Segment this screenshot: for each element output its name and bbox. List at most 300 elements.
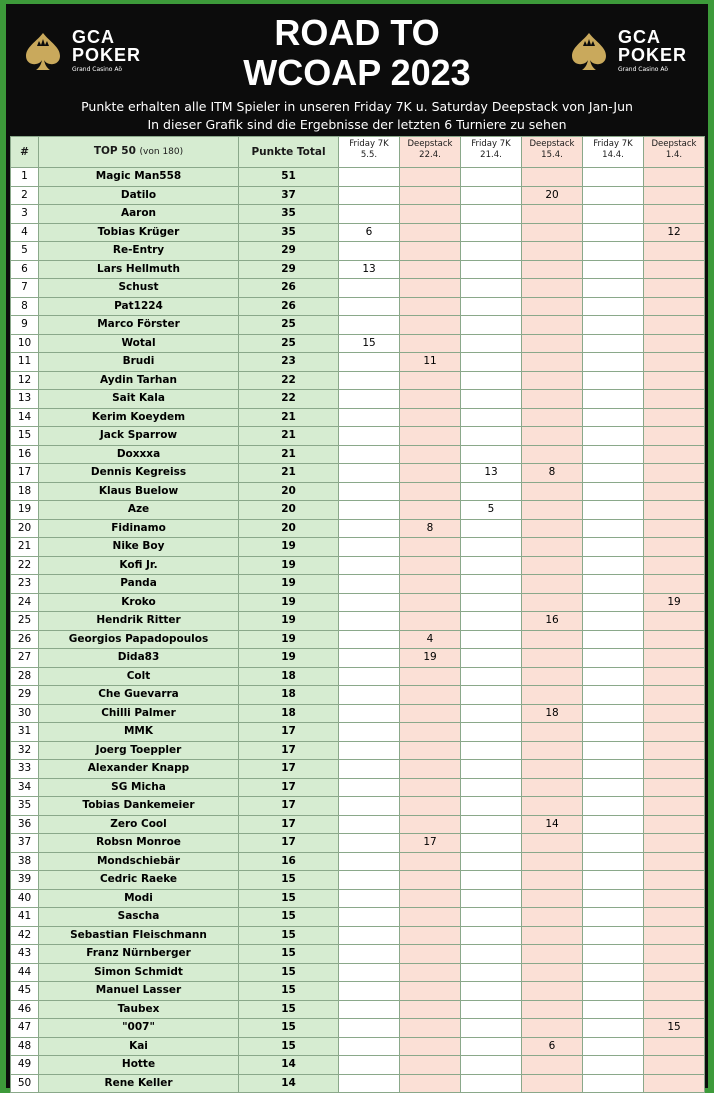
player-name-cell: Hotte <box>39 1056 239 1075</box>
player-name-cell: Kai <box>39 1037 239 1056</box>
rank-cell: 50 <box>11 1074 39 1093</box>
rank-cell: 26 <box>11 630 39 649</box>
event-result-cell <box>644 612 705 631</box>
table-row <box>11 168 705 187</box>
event-result-cell <box>400 501 461 520</box>
event-result-cell <box>644 1056 705 1075</box>
table-row <box>11 1037 705 1056</box>
table-row <box>11 464 705 483</box>
table-row <box>11 186 705 205</box>
table-row <box>11 205 705 224</box>
points-total-cell: 17 <box>239 797 339 816</box>
event-result-cell <box>522 316 583 335</box>
spade-crown-icon <box>566 28 612 74</box>
event-result-cell <box>400 205 461 224</box>
rank-cell: 48 <box>11 1037 39 1056</box>
points-total-cell: 21 <box>239 445 339 464</box>
poster-title-line1: ROAD TO <box>274 12 440 53</box>
table-row <box>11 797 705 816</box>
event-result-cell <box>522 575 583 594</box>
event-result-cell <box>522 1074 583 1093</box>
event-result-cell <box>461 612 522 631</box>
event-result-cell <box>400 889 461 908</box>
event-result-cell <box>644 741 705 760</box>
rank-cell: 21 <box>11 538 39 557</box>
event-result-cell <box>583 316 644 335</box>
event-result-cell <box>339 926 400 945</box>
table-row <box>11 667 705 686</box>
event-result-cell <box>339 834 400 853</box>
table-row <box>11 575 705 594</box>
event-result-cell <box>644 464 705 483</box>
event-result-cell <box>644 1074 705 1093</box>
event-result-cell <box>583 593 644 612</box>
table-row <box>11 926 705 945</box>
table-row <box>11 963 705 982</box>
points-total-cell: 17 <box>239 834 339 853</box>
event-result-cell <box>400 371 461 390</box>
event-result-cell <box>400 704 461 723</box>
points-total-cell: 15 <box>239 926 339 945</box>
points-total-cell: 20 <box>239 501 339 520</box>
event-result-cell <box>400 723 461 742</box>
event-result-cell <box>339 427 400 446</box>
event-result-cell <box>339 686 400 705</box>
event-result-cell <box>644 871 705 890</box>
event-result-cell <box>461 334 522 353</box>
event-result-cell <box>583 205 644 224</box>
player-name-cell: Jack Sparrow <box>39 427 239 446</box>
event-result-cell <box>461 667 522 686</box>
rank-cell: 12 <box>11 371 39 390</box>
event-result-cell: 12 <box>644 223 705 242</box>
event-result-cell <box>583 630 644 649</box>
event-result-cell <box>522 852 583 871</box>
player-name-cell: Robsn Monroe <box>39 834 239 853</box>
event-result-cell <box>400 963 461 982</box>
event-result-cell <box>522 889 583 908</box>
event-result-cell <box>339 390 400 409</box>
event-result-cell <box>583 260 644 279</box>
player-name-cell: Dennis Kegreiss <box>39 464 239 483</box>
event-result-cell: 20 <box>522 186 583 205</box>
event-result-cell <box>583 427 644 446</box>
table-row <box>11 427 705 446</box>
points-total-cell: 18 <box>239 686 339 705</box>
event-result-cell <box>583 1074 644 1093</box>
rank-cell: 24 <box>11 593 39 612</box>
event-result-cell <box>644 186 705 205</box>
event-result-cell <box>339 168 400 187</box>
player-name-cell: Kroko <box>39 593 239 612</box>
event-result-cell <box>522 427 583 446</box>
event-result-cell <box>400 778 461 797</box>
event-result-cell <box>644 1000 705 1019</box>
event-result-cell <box>339 778 400 797</box>
player-name-cell: "007" <box>39 1019 239 1038</box>
event-result-cell <box>644 723 705 742</box>
rank-cell: 46 <box>11 1000 39 1019</box>
event-result-cell <box>522 1019 583 1038</box>
table-header-row <box>11 137 705 168</box>
event-result-cell <box>522 908 583 927</box>
rank-cell: 14 <box>11 408 39 427</box>
event-result-cell <box>461 778 522 797</box>
event-result-cell <box>644 649 705 668</box>
event-result-cell <box>461 353 522 372</box>
event-result-cell <box>461 408 522 427</box>
player-name-cell: Colt <box>39 667 239 686</box>
player-name-cell: Hendrik Ritter <box>39 612 239 631</box>
event-result-cell <box>339 704 400 723</box>
event-result-cell <box>461 316 522 335</box>
event-result-cell <box>400 741 461 760</box>
points-total-cell: 20 <box>239 482 339 501</box>
rank-cell: 22 <box>11 556 39 575</box>
event-result-cell <box>644 390 705 409</box>
event-result-cell <box>644 852 705 871</box>
table-row <box>11 723 705 742</box>
points-total-cell: 17 <box>239 723 339 742</box>
event-result-cell <box>400 408 461 427</box>
event-result-cell <box>644 926 705 945</box>
event-result-cell <box>461 1000 522 1019</box>
event-result-cell <box>644 760 705 779</box>
rank-cell: 11 <box>11 353 39 372</box>
table-row <box>11 1056 705 1075</box>
event-result-cell <box>339 649 400 668</box>
event-result-cell <box>339 612 400 631</box>
event-result-cell: 8 <box>522 464 583 483</box>
event-result-cell <box>522 556 583 575</box>
rank-cell: 1 <box>11 168 39 187</box>
event-result-cell <box>644 501 705 520</box>
table-row <box>11 834 705 853</box>
rank-cell: 8 <box>11 297 39 316</box>
event-result-cell <box>583 871 644 890</box>
event-result-cell: 11 <box>400 353 461 372</box>
event-result-cell: 13 <box>461 464 522 483</box>
event-result-cell <box>583 834 644 853</box>
event-result-cell <box>522 686 583 705</box>
event-result-cell <box>400 945 461 964</box>
event-result-cell <box>461 1019 522 1038</box>
event-result-cell: 19 <box>400 649 461 668</box>
table-row <box>11 482 705 501</box>
event-result-cell <box>461 704 522 723</box>
event-result-cell <box>400 464 461 483</box>
table-row <box>11 353 705 372</box>
event-result-cell <box>339 1000 400 1019</box>
points-total-cell: 23 <box>239 353 339 372</box>
event-result-cell <box>339 297 400 316</box>
event-result-cell <box>644 815 705 834</box>
event-result-cell <box>339 353 400 372</box>
points-total-cell: 26 <box>239 297 339 316</box>
event-result-cell <box>461 556 522 575</box>
event-name: Friday 7K <box>593 139 633 149</box>
event-result-cell <box>522 390 583 409</box>
event-result-cell: 6 <box>339 223 400 242</box>
event-result-cell <box>339 556 400 575</box>
player-name-cell: Alexander Knapp <box>39 760 239 779</box>
event-result-cell <box>461 982 522 1001</box>
gca-poker-logo-right <box>566 22 696 82</box>
points-total-cell: 19 <box>239 538 339 557</box>
col-header-event <box>461 137 522 168</box>
event-result-cell: 13 <box>339 260 400 279</box>
points-total-cell: 19 <box>239 630 339 649</box>
rank-cell: 18 <box>11 482 39 501</box>
event-result-cell <box>461 538 522 557</box>
event-result-cell <box>522 797 583 816</box>
event-result-cell <box>339 723 400 742</box>
event-result-cell <box>522 205 583 224</box>
rank-cell: 20 <box>11 519 39 538</box>
event-result-cell <box>522 482 583 501</box>
event-result-cell <box>583 353 644 372</box>
event-result-cell <box>583 723 644 742</box>
event-result-cell: 18 <box>522 704 583 723</box>
event-result-cell <box>583 242 644 261</box>
points-total-cell: 15 <box>239 963 339 982</box>
table-row <box>11 649 705 668</box>
rank-cell: 39 <box>11 871 39 890</box>
table-row <box>11 519 705 538</box>
event-result-cell <box>461 371 522 390</box>
event-result-cell <box>400 186 461 205</box>
logo-text-poker: POKER <box>72 45 142 65</box>
event-result-cell <box>644 408 705 427</box>
event-result-cell <box>339 741 400 760</box>
player-name-cell: Dida83 <box>39 649 239 668</box>
event-result-cell <box>583 445 644 464</box>
player-name-cell: SG Micha <box>39 778 239 797</box>
event-name: Friday 7K <box>349 139 389 149</box>
event-result-cell <box>461 519 522 538</box>
rank-cell: 35 <box>11 797 39 816</box>
event-result-cell <box>522 593 583 612</box>
points-total-cell: 15 <box>239 945 339 964</box>
event-result-cell <box>461 630 522 649</box>
event-result-cell <box>461 834 522 853</box>
poster-header <box>6 4 708 134</box>
points-total-cell: 19 <box>239 575 339 594</box>
event-result-cell <box>400 556 461 575</box>
event-result-cell <box>644 1037 705 1056</box>
event-result-cell <box>461 1074 522 1093</box>
rank-cell: 34 <box>11 778 39 797</box>
points-total-cell: 35 <box>239 223 339 242</box>
col-header-event <box>522 137 583 168</box>
event-result-cell <box>644 908 705 927</box>
table-row <box>11 1019 705 1038</box>
event-result-cell <box>461 445 522 464</box>
player-name-cell: Aze <box>39 501 239 520</box>
event-result-cell <box>400 1019 461 1038</box>
event-result-cell <box>339 815 400 834</box>
points-total-cell: 15 <box>239 871 339 890</box>
player-name-cell: Sait Kala <box>39 390 239 409</box>
points-total-cell: 29 <box>239 260 339 279</box>
event-result-cell <box>644 205 705 224</box>
points-total-cell: 18 <box>239 667 339 686</box>
rank-cell: 3 <box>11 205 39 224</box>
event-result-cell <box>461 279 522 298</box>
table-row <box>11 316 705 335</box>
event-result-cell: 4 <box>400 630 461 649</box>
event-result-cell <box>644 334 705 353</box>
rank-cell: 44 <box>11 963 39 982</box>
player-name-cell: Aaron <box>39 205 239 224</box>
event-result-cell: 15 <box>644 1019 705 1038</box>
event-result-cell <box>583 667 644 686</box>
rank-cell: 47 <box>11 1019 39 1038</box>
event-date: 21.4. <box>480 150 502 160</box>
event-result-cell <box>522 371 583 390</box>
event-result-cell <box>583 963 644 982</box>
event-result-cell <box>400 982 461 1001</box>
event-result-cell <box>644 427 705 446</box>
player-name-cell: Doxxxa <box>39 445 239 464</box>
points-total-cell: 17 <box>239 741 339 760</box>
player-name-cell: Franz Nürnberger <box>39 945 239 964</box>
player-name-cell: Cedric Raeke <box>39 871 239 890</box>
rank-cell: 5 <box>11 242 39 261</box>
event-result-cell <box>339 760 400 779</box>
event-result-cell <box>461 168 522 187</box>
event-result-cell <box>583 741 644 760</box>
points-total-cell: 25 <box>239 316 339 335</box>
points-total-cell: 21 <box>239 464 339 483</box>
table-row <box>11 538 705 557</box>
event-result-cell <box>461 926 522 945</box>
table-row <box>11 778 705 797</box>
points-total-cell: 15 <box>239 1000 339 1019</box>
player-name-cell: Kerim Koeydem <box>39 408 239 427</box>
rank-cell: 38 <box>11 852 39 871</box>
event-result-cell <box>583 945 644 964</box>
event-result-cell <box>400 815 461 834</box>
event-result-cell <box>522 963 583 982</box>
event-result-cell <box>522 1056 583 1075</box>
event-result-cell <box>644 242 705 261</box>
table-row <box>11 760 705 779</box>
event-date: 14.4. <box>602 150 624 160</box>
points-total-cell: 21 <box>239 408 339 427</box>
event-result-cell <box>461 390 522 409</box>
event-result-cell <box>461 1056 522 1075</box>
event-result-cell <box>583 556 644 575</box>
event-result-cell <box>644 353 705 372</box>
event-result-cell <box>583 778 644 797</box>
logo-subtext: Grand Casino Aö <box>72 66 123 73</box>
event-result-cell <box>400 908 461 927</box>
event-result-cell <box>461 963 522 982</box>
rank-cell: 27 <box>11 649 39 668</box>
event-result-cell <box>339 519 400 538</box>
player-name-cell: Lars Hellmuth <box>39 260 239 279</box>
rank-cell: 37 <box>11 834 39 853</box>
event-result-cell <box>583 760 644 779</box>
event-result-cell <box>522 297 583 316</box>
event-result-cell <box>583 852 644 871</box>
points-total-cell: 35 <box>239 205 339 224</box>
event-result-cell <box>583 390 644 409</box>
event-result-cell <box>339 501 400 520</box>
event-result-cell <box>583 279 644 298</box>
poster-subtitle-line2: In dieser Grafik sind die Ergebnisse der letzten 6 Turniere zu sehen <box>147 117 567 132</box>
event-result-cell <box>339 945 400 964</box>
table-row <box>11 279 705 298</box>
event-result-cell <box>522 279 583 298</box>
event-result-cell <box>583 1000 644 1019</box>
event-result-cell <box>644 945 705 964</box>
event-result-cell <box>583 334 644 353</box>
event-result-cell <box>400 1074 461 1093</box>
col-header-name <box>39 137 239 168</box>
event-result-cell <box>461 649 522 668</box>
event-result-cell <box>644 297 705 316</box>
event-result-cell <box>461 205 522 224</box>
table-row <box>11 704 705 723</box>
event-result-cell <box>583 1056 644 1075</box>
rank-cell: 6 <box>11 260 39 279</box>
event-result-cell <box>644 538 705 557</box>
poster-subtitle-line1: Punkte erhalten alle ITM Spieler in unseren Friday 7K u. Saturday Deepstack von Jan-Jun <box>81 99 633 114</box>
event-result-cell <box>339 538 400 557</box>
points-total-cell: 14 <box>239 1056 339 1075</box>
player-name-cell: Modi <box>39 889 239 908</box>
player-name-cell: Sascha <box>39 908 239 927</box>
points-total-cell: 19 <box>239 556 339 575</box>
event-result-cell <box>583 186 644 205</box>
event-result-cell <box>400 260 461 279</box>
event-result-cell <box>583 371 644 390</box>
rank-cell: 4 <box>11 223 39 242</box>
points-total-cell: 17 <box>239 778 339 797</box>
event-name: Friday 7K <box>471 139 511 149</box>
event-result-cell <box>644 778 705 797</box>
event-result-cell <box>522 667 583 686</box>
event-result-cell: 5 <box>461 501 522 520</box>
player-name-cell: Simon Schmidt <box>39 963 239 982</box>
event-result-cell <box>644 630 705 649</box>
event-name: Deepstack <box>651 139 697 149</box>
event-result-cell <box>339 871 400 890</box>
event-result-cell <box>583 223 644 242</box>
rank-cell: 28 <box>11 667 39 686</box>
event-result-cell <box>522 778 583 797</box>
points-total-cell: 51 <box>239 168 339 187</box>
points-total-cell: 15 <box>239 889 339 908</box>
event-result-cell <box>583 297 644 316</box>
event-result-cell <box>583 686 644 705</box>
event-result-cell <box>644 686 705 705</box>
event-result-cell <box>461 223 522 242</box>
player-name-cell: MMK <box>39 723 239 742</box>
event-result-cell <box>400 279 461 298</box>
event-result-cell <box>522 408 583 427</box>
player-name-cell: Aydin Tarhan <box>39 371 239 390</box>
event-result-cell <box>400 538 461 557</box>
event-result-cell <box>522 871 583 890</box>
event-result-cell <box>644 519 705 538</box>
points-total-cell: 26 <box>239 279 339 298</box>
leaderboard-poster <box>6 4 708 1088</box>
event-result-cell <box>583 926 644 945</box>
points-total-cell: 19 <box>239 612 339 631</box>
